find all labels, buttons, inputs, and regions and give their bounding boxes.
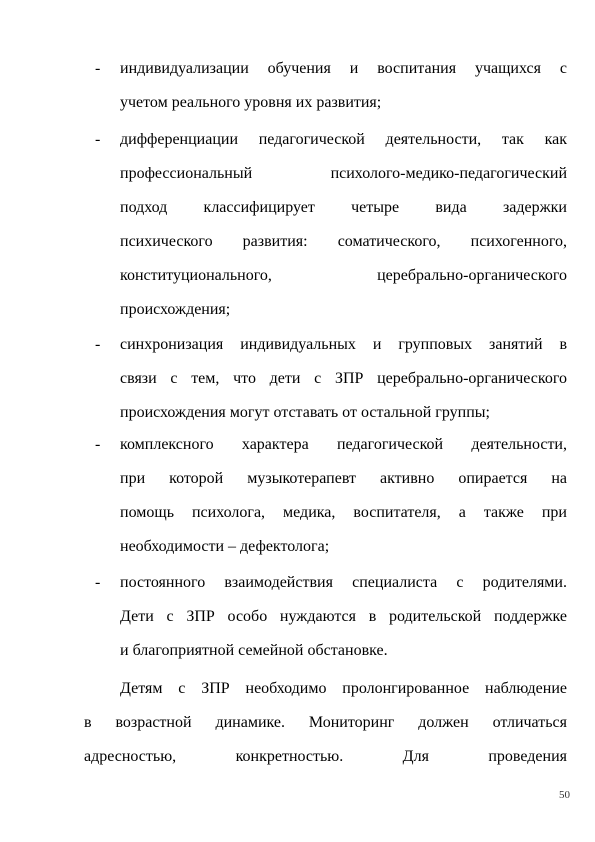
list-item-line: и благоприятной семейной обстановке. (120, 642, 388, 659)
list-item-line: необходимости – дефектолога; (120, 538, 330, 555)
list-item-line: при которой музыкотерапевт активно опирается на (120, 470, 567, 487)
page-number: 50 (559, 789, 570, 801)
paragraph-line: в возрастной динамике. Мониторинг должен отличаться (84, 714, 567, 731)
list-item-line: происхождения могут отставать от остальной группы; (120, 404, 490, 421)
paragraph-line: Детям с ЗПР необходимо пролонгированное наблюдение (120, 680, 567, 697)
list-item-line: происхождения; (120, 301, 231, 318)
bullet-dash: - (95, 574, 101, 591)
paragraph-line: адресностью, конкретностью. Для проведения (84, 748, 567, 765)
list-item-line: профессиональный психолого-медико-педагогический (120, 165, 567, 182)
bullet-dash: - (95, 436, 101, 453)
list-item-line: постоянного взаимодействия специалиста с родителями. (120, 574, 567, 591)
list-item-line: индивидуализации обучения и воспитания учащихся с (120, 60, 567, 77)
list-item-line: конституционального, церебрально-органического (120, 267, 567, 284)
list-item-line: помощь психолога, медика, воспитателя, а также при (120, 504, 567, 521)
bullet-dash: - (95, 60, 101, 77)
list-item-line: связи с тем, что дети с ЗПР церебрально-органического (120, 370, 567, 387)
list-item-line: синхронизация индивидуальных и групповых занятий в (120, 336, 567, 353)
list-item-line: дифференциации педагогической деятельности, так как (120, 131, 567, 148)
bullet-dash: - (95, 336, 101, 353)
list-item-line: Дети с ЗПР особо нуждаются в родительской поддержке (120, 608, 567, 625)
list-item-line: учетом реального уровня их развития; (120, 94, 382, 111)
list-item-line: комплексного характера педагогической деятельности, (120, 436, 567, 453)
list-item-line: подход классифицирует четыре вида задержки (120, 199, 567, 216)
bullet-dash: - (95, 131, 101, 148)
list-item-line: психического развития: соматического, психогенного, (120, 233, 567, 250)
